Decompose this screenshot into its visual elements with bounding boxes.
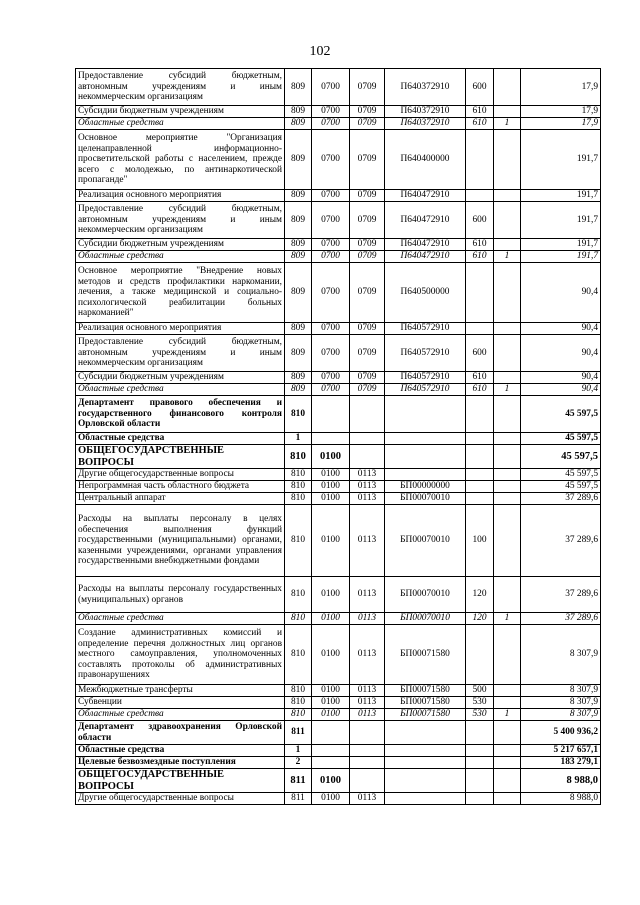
funding-source	[494, 757, 521, 769]
funding-source	[494, 263, 521, 323]
table-row	[76, 469, 601, 481]
ved-code: 809	[285, 130, 312, 190]
subsection-code: 0709	[350, 106, 385, 118]
ved-code: 810	[285, 396, 312, 433]
ved-code: 809	[285, 384, 312, 396]
row-name: Субвенции	[76, 697, 285, 709]
funding-source	[494, 721, 521, 745]
table-row	[76, 130, 601, 190]
section-code: 0700	[312, 263, 350, 323]
amount: 17,9	[521, 118, 601, 130]
subsection-code: 0709	[350, 384, 385, 396]
table-row	[76, 396, 601, 433]
amount: 17,9	[521, 106, 601, 118]
target-article: БП00071580	[385, 625, 466, 685]
row-name: ОБЩЕГОСУДАРСТВЕННЫЕ ВОПРОСЫ	[76, 445, 285, 469]
section-code: 0100	[312, 613, 350, 625]
target-article: БП00070010	[385, 577, 466, 613]
expense-type: 610	[466, 372, 494, 384]
expense-type: 610	[466, 118, 494, 130]
ved-code: 810	[285, 493, 312, 505]
table-row	[76, 613, 601, 625]
subsection-code: 0709	[350, 118, 385, 130]
expense-type	[466, 263, 494, 323]
subsection-code: 0709	[350, 263, 385, 323]
ved-code: 2	[285, 757, 312, 769]
expense-type	[466, 469, 494, 481]
ved-code: 809	[285, 323, 312, 335]
amount: 45 597,5	[521, 433, 601, 445]
row-name: Реализация основного мероприятия	[76, 190, 285, 202]
target-article	[385, 793, 466, 805]
section-code: 0700	[312, 239, 350, 251]
subsection-code: 0113	[350, 709, 385, 721]
amount: 8 307,9	[521, 625, 601, 685]
target-article	[385, 433, 466, 445]
ved-code: 810	[285, 697, 312, 709]
subsection-code: 0709	[350, 239, 385, 251]
funding-source	[494, 685, 521, 697]
subsection-code: 0113	[350, 493, 385, 505]
subsection-code: 0709	[350, 323, 385, 335]
section-code: 0700	[312, 118, 350, 130]
subsection-code: 0113	[350, 469, 385, 481]
row-name: Предоставление субсидий бюджетным, автономным учреждениям и иным некоммерческим организациям	[76, 202, 285, 239]
amount: 45 597,5	[521, 469, 601, 481]
amount: 17,9	[521, 69, 601, 106]
table-row	[76, 709, 601, 721]
target-article: БП00071580	[385, 685, 466, 697]
target-article: П640372910	[385, 118, 466, 130]
section-code	[312, 721, 350, 745]
expense-type	[466, 793, 494, 805]
ved-code: 810	[285, 481, 312, 493]
subsection-code: 0113	[350, 505, 385, 577]
funding-source	[494, 239, 521, 251]
expense-type: 600	[466, 69, 494, 106]
amount: 191,7	[521, 239, 601, 251]
target-article: П640372910	[385, 69, 466, 106]
target-article: П640572910	[385, 384, 466, 396]
row-name: Расходы на выплаты персоналу в целях обеспечения выполнения функций государственными (муниципальными) органами, казенными учреждениями, органами управления государственными внебюджетными фондами	[76, 505, 285, 577]
expense-type	[466, 745, 494, 757]
section-code	[312, 757, 350, 769]
ved-code: 809	[285, 69, 312, 106]
funding-source	[494, 481, 521, 493]
amount: 8 988,0	[521, 769, 601, 793]
row-name: Субсидии бюджетным учреждениям	[76, 372, 285, 384]
amount: 5 400 936,2	[521, 721, 601, 745]
table-row	[76, 481, 601, 493]
amount: 8 307,9	[521, 685, 601, 697]
ved-code: 809	[285, 335, 312, 372]
ved-code: 810	[285, 709, 312, 721]
subsection-code: 0113	[350, 613, 385, 625]
section-code	[312, 745, 350, 757]
section-code	[312, 396, 350, 433]
section-code: 0700	[312, 372, 350, 384]
target-article	[385, 445, 466, 469]
row-name: Субсидии бюджетным учреждениям	[76, 239, 285, 251]
subsection-code: 0113	[350, 685, 385, 697]
subsection-code: 0709	[350, 251, 385, 263]
expense-type: 610	[466, 239, 494, 251]
ved-code: 809	[285, 202, 312, 239]
expense-type	[466, 757, 494, 769]
funding-source	[494, 505, 521, 577]
section-code: 0100	[312, 625, 350, 685]
ved-code: 1	[285, 433, 312, 445]
section-code: 0100	[312, 709, 350, 721]
section-code: 0700	[312, 323, 350, 335]
funding-source	[494, 130, 521, 190]
amount: 90,4	[521, 335, 601, 372]
section-code: 0100	[312, 481, 350, 493]
row-name: Основное мероприятие "Внедрение новых методов и средств профилактики наркомании, лечения, а также медицинской и социально-психологической реабилитации больных наркоманией"	[76, 263, 285, 323]
target-article: П640572910	[385, 323, 466, 335]
expense-type: 500	[466, 685, 494, 697]
section-code: 0100	[312, 493, 350, 505]
subsection-code: 0113	[350, 481, 385, 493]
expense-type: 530	[466, 697, 494, 709]
section-code	[312, 433, 350, 445]
funding-source: 1	[494, 613, 521, 625]
amount: 191,7	[521, 251, 601, 263]
subsection-code	[350, 745, 385, 757]
target-article: П640572910	[385, 335, 466, 372]
row-name: Субсидии бюджетным учреждениям	[76, 106, 285, 118]
section-code: 0100	[312, 577, 350, 613]
budget-table	[75, 68, 601, 805]
ved-code: 809	[285, 263, 312, 323]
ved-code: 811	[285, 793, 312, 805]
ved-code: 809	[285, 372, 312, 384]
expense-type	[466, 396, 494, 433]
target-article: П640472910	[385, 190, 466, 202]
section-code: 0100	[312, 697, 350, 709]
ved-code: 810	[285, 625, 312, 685]
ved-code: 810	[285, 613, 312, 625]
ved-code: 810	[285, 469, 312, 481]
funding-source	[494, 577, 521, 613]
target-article: П640400000	[385, 130, 466, 190]
table-row	[76, 190, 601, 202]
subsection-code: 0113	[350, 577, 385, 613]
amount: 5 217 657,1	[521, 745, 601, 757]
amount: 8 307,9	[521, 697, 601, 709]
row-name: Областные средства	[76, 118, 285, 130]
target-article: БП00070010	[385, 493, 466, 505]
row-name: Расходы на выплаты персоналу государственных (муниципальных) органов	[76, 577, 285, 613]
row-name: Предоставление субсидий бюджетным, автономным учреждениям и иным некоммерческим организациям	[76, 335, 285, 372]
target-article	[385, 721, 466, 745]
row-name: Областные средства	[76, 709, 285, 721]
amount: 37 289,6	[521, 613, 601, 625]
table-row	[76, 263, 601, 323]
funding-source	[494, 335, 521, 372]
table-row	[76, 505, 601, 577]
subsection-code	[350, 721, 385, 745]
section-code: 0100	[312, 469, 350, 481]
amount: 45 597,5	[521, 481, 601, 493]
amount: 90,4	[521, 263, 601, 323]
expense-type: 600	[466, 202, 494, 239]
table-row	[76, 372, 601, 384]
row-name: Предоставление субсидий бюджетным, автономным учреждениям и иным некоммерческим организациям	[76, 69, 285, 106]
funding-source	[494, 745, 521, 757]
ved-code: 809	[285, 251, 312, 263]
funding-source	[494, 190, 521, 202]
funding-source	[494, 69, 521, 106]
funding-source	[494, 793, 521, 805]
funding-source: 1	[494, 251, 521, 263]
ved-code: 811	[285, 769, 312, 793]
row-name: Областные средства	[76, 251, 285, 263]
subsection-code: 0709	[350, 190, 385, 202]
target-article	[385, 757, 466, 769]
subsection-code: 0709	[350, 130, 385, 190]
table-row	[76, 118, 601, 130]
amount: 8 307,9	[521, 709, 601, 721]
table-row	[76, 745, 601, 757]
table-row	[76, 697, 601, 709]
table-row	[76, 793, 601, 805]
row-name: Центральный аппарат	[76, 493, 285, 505]
subsection-code: 0709	[350, 372, 385, 384]
ved-code: 809	[285, 239, 312, 251]
funding-source	[494, 372, 521, 384]
table-row	[76, 106, 601, 118]
expense-type	[466, 481, 494, 493]
table-row	[76, 625, 601, 685]
section-code: 0100	[312, 793, 350, 805]
target-article: БП00071580	[385, 697, 466, 709]
expense-type: 610	[466, 106, 494, 118]
ved-code: 1	[285, 745, 312, 757]
row-name: Департамент здравоохранения Орловской области	[76, 721, 285, 745]
funding-source	[494, 106, 521, 118]
target-article	[385, 745, 466, 757]
target-article: БП00070010	[385, 613, 466, 625]
section-code: 0700	[312, 190, 350, 202]
table-row	[76, 69, 601, 106]
amount: 45 597,5	[521, 396, 601, 433]
row-name: Межбюджетные трансферты	[76, 685, 285, 697]
funding-source	[494, 493, 521, 505]
table-row	[76, 239, 601, 251]
table-row	[76, 493, 601, 505]
expense-type: 100	[466, 505, 494, 577]
table-row	[76, 323, 601, 335]
funding-source	[494, 433, 521, 445]
funding-source	[494, 625, 521, 685]
funding-source: 1	[494, 118, 521, 130]
section-code: 0100	[312, 505, 350, 577]
subsection-code	[350, 433, 385, 445]
funding-source	[494, 469, 521, 481]
row-name: Непрограммная часть областного бюджета	[76, 481, 285, 493]
ved-code: 811	[285, 721, 312, 745]
amount: 191,7	[521, 130, 601, 190]
row-name: Департамент правового обеспечения и государственного финансового контроля Орловской области	[76, 396, 285, 433]
row-name: Областные средства	[76, 433, 285, 445]
row-name: Другие общегосударственные вопросы	[76, 793, 285, 805]
funding-source: 1	[494, 709, 521, 721]
expense-type	[466, 130, 494, 190]
section-code: 0700	[312, 69, 350, 106]
subsection-code: 0113	[350, 793, 385, 805]
section-code: 0700	[312, 106, 350, 118]
amount: 90,4	[521, 323, 601, 335]
section-code: 0700	[312, 251, 350, 263]
amount: 8 988,0	[521, 793, 601, 805]
table-row	[76, 251, 601, 263]
table-row	[76, 757, 601, 769]
funding-source	[494, 396, 521, 433]
expense-type: 600	[466, 335, 494, 372]
funding-source	[494, 697, 521, 709]
subsection-code: 0113	[350, 697, 385, 709]
ved-code: 810	[285, 685, 312, 697]
target-article: БП00070010	[385, 505, 466, 577]
amount: 37 289,6	[521, 577, 601, 613]
expense-type	[466, 625, 494, 685]
target-article	[385, 396, 466, 433]
amount: 90,4	[521, 372, 601, 384]
section-code: 0700	[312, 202, 350, 239]
funding-source	[494, 769, 521, 793]
expense-type	[466, 190, 494, 202]
table-row	[76, 577, 601, 613]
table-row	[76, 335, 601, 372]
ved-code: 810	[285, 445, 312, 469]
subsection-code	[350, 757, 385, 769]
row-name: Другие общегосударственные вопросы	[76, 469, 285, 481]
row-name: Областные средства	[76, 613, 285, 625]
subsection-code: 0709	[350, 335, 385, 372]
table-row	[76, 721, 601, 745]
subsection-code	[350, 445, 385, 469]
section-code: 0100	[312, 769, 350, 793]
expense-type: 120	[466, 577, 494, 613]
table-row	[76, 685, 601, 697]
ved-code: 809	[285, 106, 312, 118]
table-row	[76, 769, 601, 793]
row-name: Областные средства	[76, 384, 285, 396]
section-code: 0700	[312, 130, 350, 190]
ved-code: 809	[285, 118, 312, 130]
expense-type	[466, 493, 494, 505]
target-article: П640572910	[385, 372, 466, 384]
expense-type	[466, 323, 494, 335]
amount: 37 289,6	[521, 493, 601, 505]
subsection-code	[350, 396, 385, 433]
row-name: Создание административных комиссий и определение перечня должностных лиц органов местного самоуправления, уполномоченных составлять протоколы об административных правонарушениях	[76, 625, 285, 685]
target-article: БП00000000	[385, 481, 466, 493]
subsection-code	[350, 769, 385, 793]
amount: 37 289,6	[521, 505, 601, 577]
subsection-code: 0709	[350, 202, 385, 239]
expense-type: 530	[466, 709, 494, 721]
table-row	[76, 445, 601, 469]
amount: 183 279,1	[521, 757, 601, 769]
row-name: Реализация основного мероприятия	[76, 323, 285, 335]
funding-source: 1	[494, 384, 521, 396]
funding-source	[494, 323, 521, 335]
expense-type	[466, 445, 494, 469]
amount: 45 597,5	[521, 445, 601, 469]
target-article: П640472910	[385, 239, 466, 251]
row-name: Целевые безвозмездные поступления	[76, 757, 285, 769]
subsection-code: 0709	[350, 69, 385, 106]
section-code: 0100	[312, 445, 350, 469]
expense-type: 610	[466, 384, 494, 396]
expense-type: 610	[466, 251, 494, 263]
table-row	[76, 384, 601, 396]
target-article	[385, 769, 466, 793]
target-article: П640472910	[385, 202, 466, 239]
target-article	[385, 469, 466, 481]
section-code: 0700	[312, 384, 350, 396]
target-article: П640372910	[385, 106, 466, 118]
target-article: БП00071580	[385, 709, 466, 721]
ved-code: 810	[285, 505, 312, 577]
funding-source	[494, 445, 521, 469]
amount: 90,4	[521, 384, 601, 396]
expense-type	[466, 433, 494, 445]
ved-code: 809	[285, 190, 312, 202]
target-article: П640500000	[385, 263, 466, 323]
amount: 191,7	[521, 190, 601, 202]
ved-code: 810	[285, 577, 312, 613]
expense-type	[466, 721, 494, 745]
table-row	[76, 202, 601, 239]
row-name: Областные средства	[76, 745, 285, 757]
row-name: Основное мероприятие "Организация целенаправленной информационно-просветительской работы с населением, прежде всего с молодежью, по антинаркотической пропаганде"	[76, 130, 285, 190]
target-article: П640472910	[385, 251, 466, 263]
section-code: 0100	[312, 685, 350, 697]
funding-source	[494, 202, 521, 239]
expense-type: 120	[466, 613, 494, 625]
subsection-code: 0113	[350, 625, 385, 685]
table-row	[76, 433, 601, 445]
section-code: 0700	[312, 335, 350, 372]
expense-type	[466, 769, 494, 793]
amount: 191,7	[521, 202, 601, 239]
page-number: 102	[309, 44, 331, 59]
row-name: ОБЩЕГОСУДАРСТВЕННЫЕ ВОПРОСЫ	[76, 769, 285, 793]
